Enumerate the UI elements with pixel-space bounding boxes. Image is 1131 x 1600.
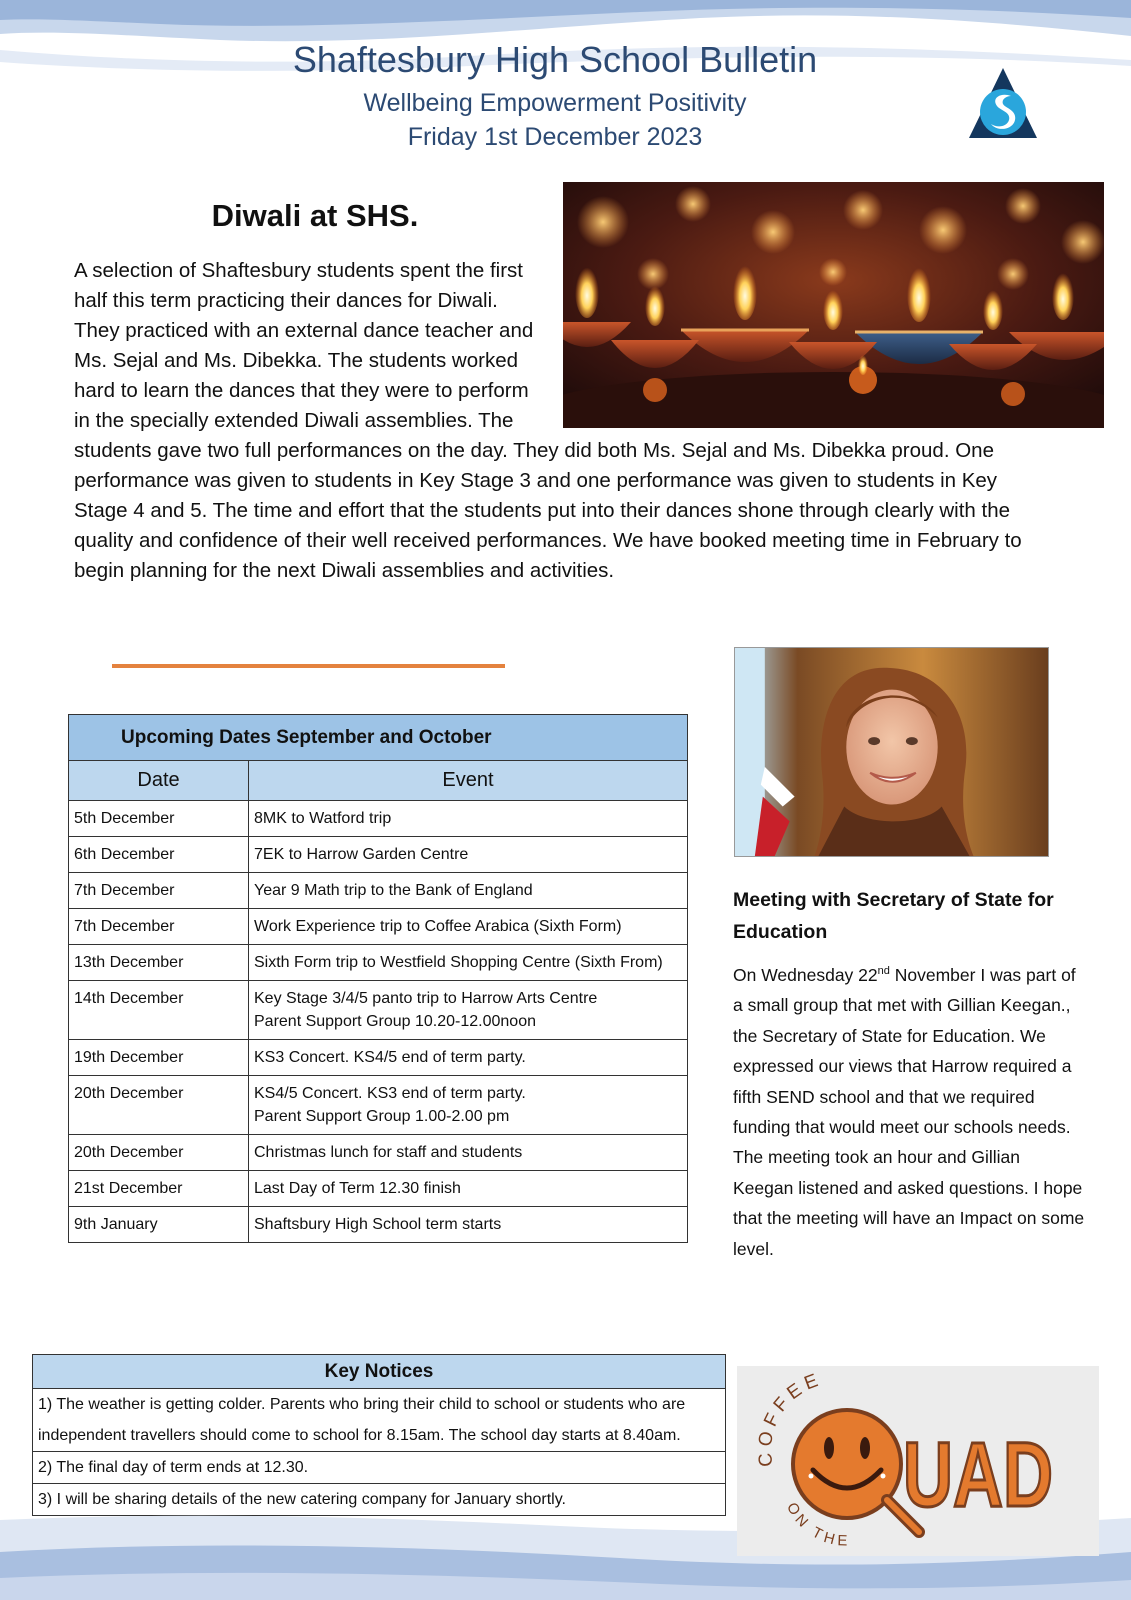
key-notices-table [32,1354,726,1516]
bulletin-subtitle: Wellbeing Empowerment Positivity [363,89,747,117]
date-ordinal-suffix: nd [877,965,890,978]
event-text-secondary: Parent Support Group 1.00-2.00 pm [254,1108,510,1125]
event-text: Last Day of Term 12.30 finish [254,1180,461,1197]
event-cell [249,837,688,873]
event-column-header: Event [249,761,688,801]
logo-main-text: UAD [903,1424,1053,1526]
event-text: Work Experience trip to Coffee Arabica (Sixth Form) [254,918,622,935]
table-row [69,801,688,837]
event-cell [249,1207,688,1243]
date-cell: 13th December [69,945,249,981]
event-text: Christmas lunch for staff and students [254,1144,523,1161]
table-row [33,1389,726,1452]
event-text: Sixth Form trip to Westfield Shopping Centre (Sixth From) [254,954,663,971]
date-cell: 6th December [69,837,249,873]
table-row [69,981,688,1040]
secretary-meeting-title: Meeting with Secretary of State for Education [733,889,1054,943]
table-row [69,1171,688,1207]
event-text: 8MK to Watford trip [254,810,392,827]
table-row [69,1135,688,1171]
photo-text-wrap-spacer [546,256,1044,432]
event-cell [249,801,688,837]
event-cell [249,1171,688,1207]
table-row [33,1452,726,1484]
secretary-of-state-portrait [734,647,1049,857]
table-row [69,1207,688,1243]
notice-item: 3) I will be sharing details of the new catering company for January shortly. [33,1484,726,1516]
event-text: 7EK to Harrow Garden Centre [254,846,469,863]
event-text: Shaftsbury High School term starts [254,1216,502,1233]
date-cell: 21st December [69,1171,249,1207]
event-cell [249,945,688,981]
event-text: Year 9 Math trip to the Bank of England [254,882,533,899]
date-cell: 20th December [69,1135,249,1171]
event-text: KS4/5 Concert. KS3 end of term party. [254,1085,526,1102]
diwali-article-title: Diwali at SHS. [211,198,419,233]
coffee-on-the-quad-logo [737,1366,1099,1556]
table-row [69,873,688,909]
notice-item: 1) The weather is getting colder. Parents who bring their child to school or students who are independent travellers should come to school for 8.15am. The school day starts at 8.40am. [33,1389,726,1452]
coffee-logo-artwork [737,1366,1099,1556]
date-cell: 5th December [69,801,249,837]
event-cell [249,909,688,945]
upcoming-dates-caption: Upcoming Dates September and October [69,715,688,761]
event-text: Key Stage 3/4/5 panto trip to Harrow Arts Centre [254,990,598,1007]
date-cell: 14th December [69,981,249,1040]
table-row [33,1484,726,1516]
key-notices-title: Key Notices [33,1355,726,1389]
event-cell [249,1135,688,1171]
school-logo [967,66,1039,142]
table-row [69,909,688,945]
diwali-article-body [74,256,1044,586]
event-cell [249,873,688,909]
logo-top-text: COFFEE [754,1368,826,1468]
secretary-meeting-body [733,960,1085,1264]
table-row [69,1040,688,1076]
date-cell: 7th December [69,909,249,945]
notice-item: 2) The final day of term ends at 12.30. [33,1452,726,1484]
date-cell: 7th December [69,873,249,909]
event-cell [249,1040,688,1076]
secretary-meeting-text-start: On Wednesday 22 [733,965,878,985]
date-cell: 20th December [69,1076,249,1135]
date-column-header: Date [69,761,249,801]
logo-bottom-text: ON THE [783,1499,852,1550]
date-cell: 9th January [69,1207,249,1243]
table-row [69,1076,688,1135]
bulletin-title: Shaftesbury High School Bulletin [292,39,818,80]
bulletin-header [0,38,1110,154]
table-row [69,837,688,873]
date-cell: 19th December [69,1040,249,1076]
section-divider [112,664,505,668]
event-text: KS3 Concert. KS4/5 end of term party. [254,1049,526,1066]
secretary-meeting-text: November I was part of a small group that met with Gillian Keegan., the Secretary of State for Education. We expressed our views that Harrow required a fifth SEND school and that we required funding that would meet our schools needs. The meeting took an hour and Gillian Keegan listened and asked questions. I hope that the meeting will have an Impact on some level. [733,965,1085,1259]
upcoming-dates-table [68,714,688,1243]
event-cell [249,1076,688,1135]
event-text-secondary: Parent Support Group 10.20-12.00noon [254,1013,536,1030]
bulletin-date: Friday 1st December 2023 [407,123,703,151]
table-row [69,945,688,981]
event-cell [249,981,688,1040]
diwali-article-text: A selection of Shaftesbury students spent the first half this term practicing their dances for Diwali. They practiced with an external dance teacher and Ms. Sejal and Ms. Dibekka. The students worked hard to learn the dances that they were to perform in the specially extended Diwali assemblies. The students gave two full performances on the day. They did both Ms. Sejal and Ms. Dibekka proud. One performance was given to students in Key Stage 3 and one performance was given to students in Key Stage 4 and 5. The time and effort that the students put into their dances shone through clearly with the quality and confidence of their well received performances. We have booked meeting time in February to begin planning for the next Diwali assemblies and activities. [74,259,1022,582]
